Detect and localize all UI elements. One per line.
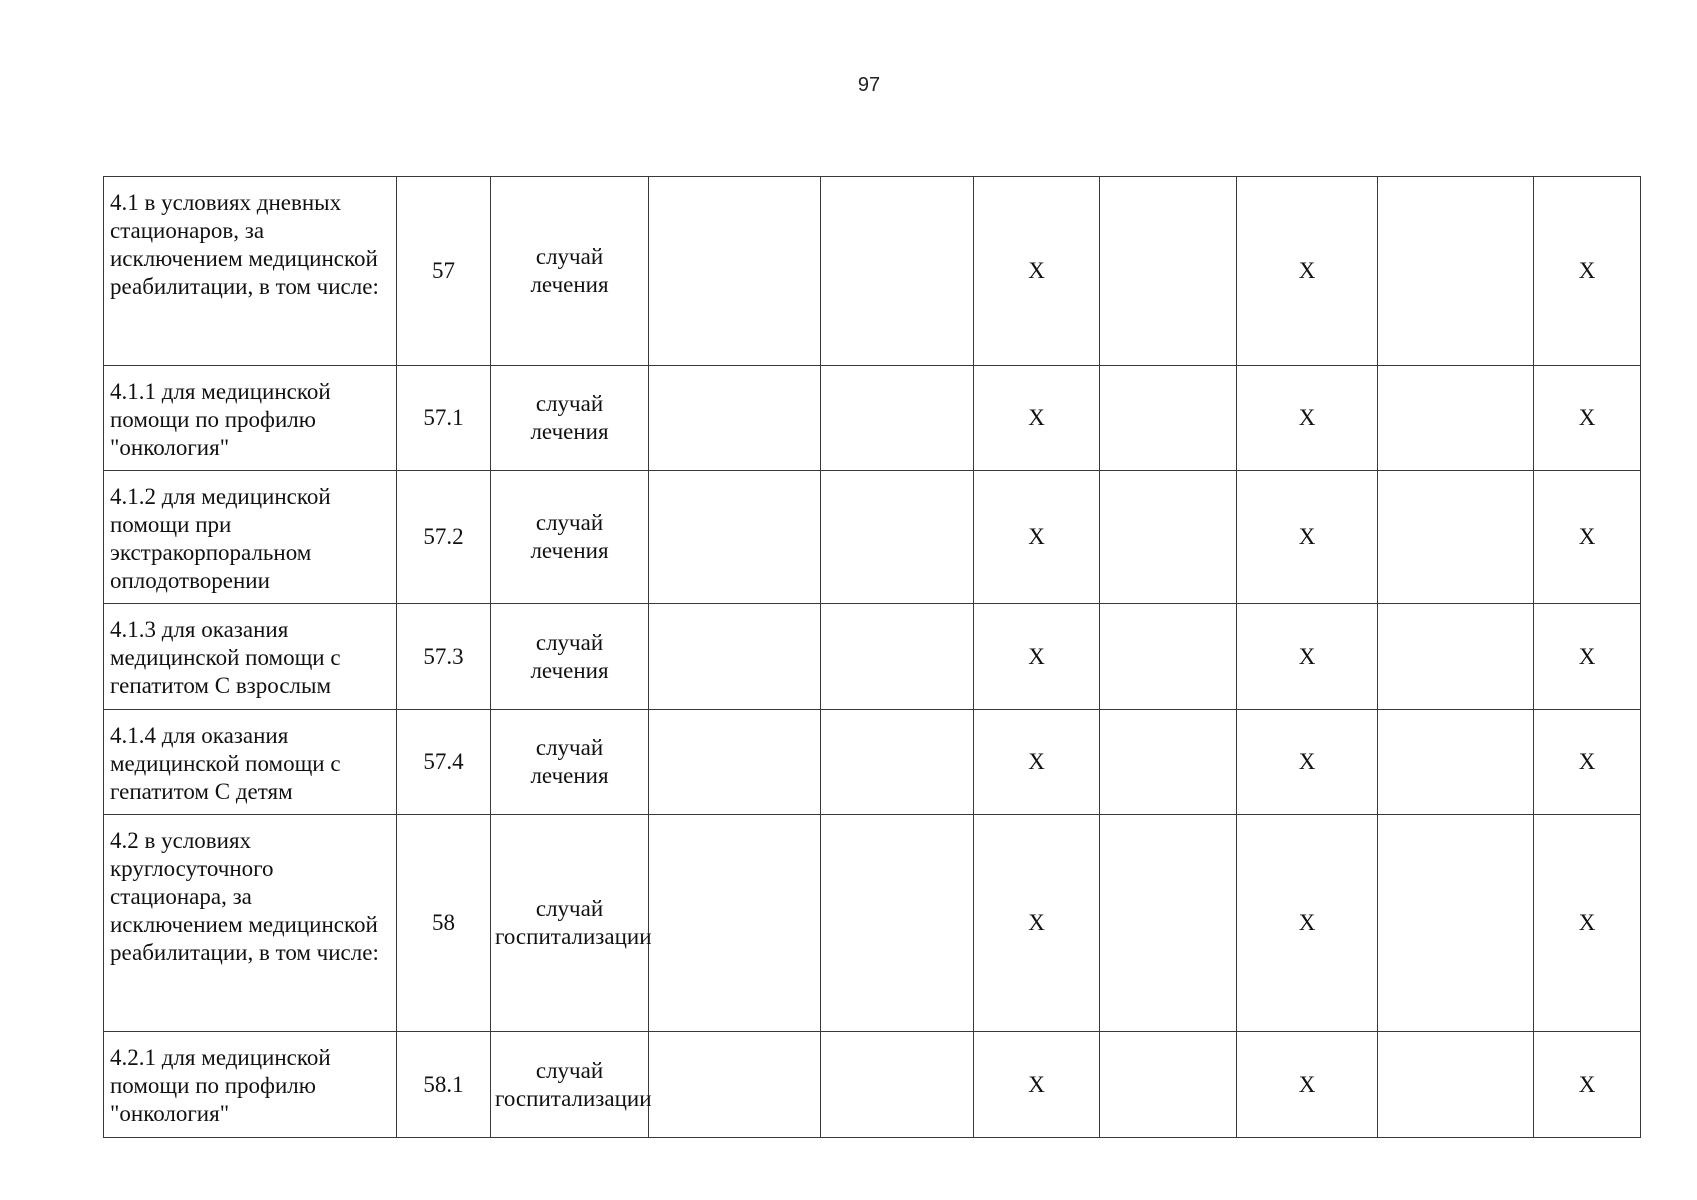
row-value-cell — [821, 366, 974, 471]
row-value-cell — [1378, 815, 1534, 1032]
row-unit-cell: случай госпитализации — [491, 1032, 649, 1138]
row-name-cell: 4.1.3 для оказания медицинской помощи с гепатитом С взрослым — [104, 604, 397, 710]
row-value-cell — [821, 815, 974, 1032]
row-value-cell — [821, 604, 974, 710]
row-value-cell — [1100, 604, 1237, 710]
row-value-cell — [1378, 710, 1534, 815]
row-x-cell: X — [1534, 366, 1641, 471]
row-code-cell: 57.3 — [397, 604, 491, 710]
row-unit-cell: случай лечения — [491, 471, 649, 604]
row-x-cell: X — [1237, 366, 1378, 471]
table-row — [104, 471, 1641, 604]
table-row — [104, 710, 1641, 815]
row-x-cell: X — [974, 604, 1100, 710]
row-unit-cell: случай госпитализации — [491, 815, 649, 1032]
row-x-cell: X — [1534, 604, 1641, 710]
row-code-cell: 57 — [397, 177, 491, 366]
page-number: 97 — [857, 74, 881, 96]
row-unit-cell: случай лечения — [491, 177, 649, 366]
row-x-cell: X — [974, 1032, 1100, 1138]
row-x-cell: X — [1237, 1032, 1378, 1138]
row-value-cell — [1100, 815, 1237, 1032]
row-x-cell: X — [974, 366, 1100, 471]
row-value-cell — [649, 604, 821, 710]
row-value-cell — [1378, 177, 1534, 366]
row-value-cell — [1100, 1032, 1237, 1138]
table-row — [104, 604, 1641, 710]
table-row — [104, 177, 1641, 366]
row-code-cell: 57.2 — [397, 471, 491, 604]
row-value-cell — [649, 177, 821, 366]
row-x-cell: X — [974, 710, 1100, 815]
row-x-cell: X — [974, 471, 1100, 604]
row-value-cell — [649, 366, 821, 471]
row-value-cell — [1100, 177, 1237, 366]
row-value-cell — [821, 1032, 974, 1138]
row-value-cell — [1378, 604, 1534, 710]
row-value-cell — [1100, 366, 1237, 471]
row-unit-cell: случай лечения — [491, 710, 649, 815]
row-x-cell: X — [1534, 815, 1641, 1032]
row-value-cell — [649, 1032, 821, 1138]
row-x-cell: X — [1534, 177, 1641, 366]
row-x-cell: X — [1534, 710, 1641, 815]
row-x-cell: X — [1237, 815, 1378, 1032]
row-value-cell — [649, 815, 821, 1032]
row-x-cell: X — [974, 815, 1100, 1032]
row-value-cell — [649, 471, 821, 604]
row-x-cell: X — [1237, 710, 1378, 815]
row-name-cell: 4.2 в условиях круглосуточного стационара, за исключением медицинской реабилитации, в том числе: — [104, 815, 397, 1032]
row-name-cell: 4.1.4 для оказания медицинской помощи с гепатитом С детям — [104, 710, 397, 815]
row-unit-cell: случай лечения — [491, 366, 649, 471]
row-name-cell: 4.1 в условиях дневных стационаров, за исключением медицинской реабилитации, в том числе: — [104, 177, 397, 366]
row-code-cell: 57.1 — [397, 366, 491, 471]
row-x-cell: X — [1534, 1032, 1641, 1138]
row-unit-cell: случай лечения — [491, 604, 649, 710]
row-x-cell: X — [1237, 177, 1378, 366]
row-x-cell: X — [1237, 604, 1378, 710]
row-name-cell: 4.1.2 для медицинской помощи при экстракорпоральном оплодотворении — [104, 471, 397, 604]
row-value-cell — [1378, 1032, 1534, 1138]
row-code-cell: 57.4 — [397, 710, 491, 815]
table-row — [104, 1032, 1641, 1138]
row-value-cell — [1378, 471, 1534, 604]
data-table — [103, 176, 1641, 1138]
row-value-cell — [1100, 471, 1237, 604]
row-name-cell: 4.1.1 для медицинской помощи по профилю "онкология" — [104, 366, 397, 471]
row-value-cell — [821, 471, 974, 604]
row-x-cell: X — [1534, 471, 1641, 604]
row-value-cell — [1378, 366, 1534, 471]
table-row — [104, 366, 1641, 471]
row-code-cell: 58.1 — [397, 1032, 491, 1138]
row-value-cell — [821, 710, 974, 815]
row-value-cell — [821, 177, 974, 366]
row-name-cell: 4.2.1 для медицинской помощи по профилю "онкология" — [104, 1032, 397, 1138]
row-value-cell — [1100, 710, 1237, 815]
row-x-cell: X — [974, 177, 1100, 366]
row-value-cell — [649, 710, 821, 815]
table-row — [104, 815, 1641, 1032]
row-x-cell: X — [1237, 471, 1378, 604]
row-code-cell: 58 — [397, 815, 491, 1032]
